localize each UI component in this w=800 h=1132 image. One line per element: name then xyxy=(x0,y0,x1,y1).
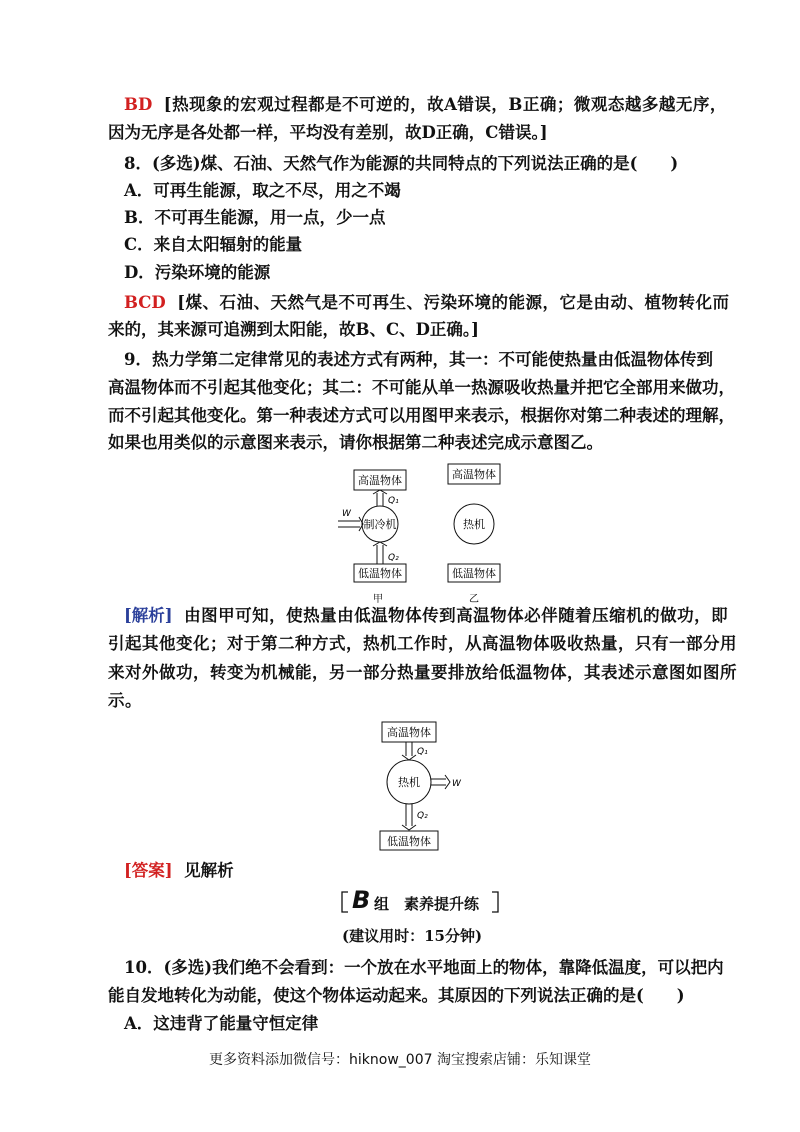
jia-q1: Q₁ xyxy=(388,496,399,506)
q9-stem-3: 而不引起其他变化。第一种表述方式可以用图甲来表示，根据你对第二种表述的理解， xyxy=(108,406,735,425)
q8-stem: 8．(多选)煤、石油、天然气作为能源的共同特点的下列说法正确的是( ) xyxy=(124,154,679,173)
q8-answer-line xyxy=(124,292,730,314)
yi-caption: 乙 xyxy=(469,594,479,605)
q10-stem-2: 能自发地转化为动能，使这个物体运动起来。其原因的下列说法正确的是( ) xyxy=(108,986,685,1005)
q10-stem-1: 10．(多选)我们绝不会看到：一个放在水平地面上的物体，靠降低温度，可以把内 xyxy=(124,958,724,977)
q7-answer: BD xyxy=(124,95,153,114)
q9-analysis-1 xyxy=(124,605,728,627)
q9-answer-text: 见解析 xyxy=(184,861,234,880)
ans-q1: Q₁ xyxy=(417,747,428,757)
q9-analysis-3: 来对外做功，转变为机械能，另一部分热量要排放给低温物体，其表述示意图如图所 xyxy=(108,663,737,682)
jia-circle-label: 制冷机 xyxy=(363,518,397,531)
q9-stem-2: 高温物体而不引起其他变化；其二：不可能从单一热源吸收热量并把它全部用来做功， xyxy=(108,378,735,397)
q9-analysis-2: 引起其他变化；对于第二种方式，热机工作时，从高温物体吸收热量，只有一部分用 xyxy=(108,634,737,653)
q8-option-b: B．不可再生能源，用一点，少一点 xyxy=(124,208,386,227)
diagram-answer xyxy=(370,718,480,856)
q9-analysis-text-1: 由图甲可知，使热量由低温物体传到高温物体必伴随着压缩机的做功，即 xyxy=(184,606,729,625)
ans-top-box-label: 高温物体 xyxy=(387,726,431,739)
ans-w: W xyxy=(452,779,461,789)
q7-explanation-1: [热现象的宏观过程都是不可逆的，故A错误，B正确；微观态越多越无序， xyxy=(163,95,727,114)
jia-w: W xyxy=(342,509,351,519)
q8-explanation-2: 来的，其来源可追溯到太阳能，故B、C、D正确。] xyxy=(108,320,479,339)
ans-circle-label: 热机 xyxy=(398,776,420,789)
diagram-jia xyxy=(330,462,510,610)
q8-option-a: A．可再生能源，取之不尽，用之不竭 xyxy=(124,181,401,200)
yi-bottom-box-label: 低温物体 xyxy=(452,567,496,580)
yi-circle-label: 热机 xyxy=(463,518,485,531)
q7-answer-line xyxy=(124,94,727,116)
jia-q2: Q₂ xyxy=(388,553,399,563)
q9-analysis-label: [解析] xyxy=(124,606,173,625)
time-hint: (建议用时：15分钟) xyxy=(342,927,483,945)
q9-answer-label: [答案] xyxy=(124,861,173,880)
q8-option-d: D．污染环境的能源 xyxy=(124,263,271,282)
q8-answer: BCD xyxy=(124,293,166,312)
q7-explanation-2: 因为无序是各处都一样，平均没有差别，故D正确，C错误。] xyxy=(108,123,548,142)
ans-bottom-box-label: 低温物体 xyxy=(387,835,431,848)
q8-explanation-1: [煤、石油、天然气是不可再生、污染环境的能源，它是由动、植物转化而 xyxy=(177,293,730,312)
q9-answer-line xyxy=(124,860,234,882)
ans-q2: Q₂ xyxy=(417,811,428,821)
q8-option-c: C．来自太阳辐射的能量 xyxy=(124,235,303,254)
section-letter: B xyxy=(352,886,371,914)
q9-analysis-4: 示。 xyxy=(108,691,142,710)
q10-option-a: A．这违背了能量守恒定律 xyxy=(124,1014,319,1033)
section-header xyxy=(340,888,500,916)
jia-top-box-label: 高温物体 xyxy=(358,474,402,487)
q9-stem-4: 如果也用类似的示意图来表示，请你根据第二种表述完成示意图乙。 xyxy=(108,433,603,452)
section-title: 组 素养提升练 xyxy=(374,895,480,913)
footer: 更多资料添加微信号：hiknow_007 淘宝搜索店铺：乐知课堂 xyxy=(209,1052,591,1068)
jia-bottom-box-label: 低温物体 xyxy=(358,567,402,580)
yi-top-box-label: 高温物体 xyxy=(452,468,496,481)
q9-stem-1: 9．热力学第二定律常见的表述方式有两种，其一：不可能使热量由低温物体传到 xyxy=(124,350,713,369)
jia-caption: 甲 xyxy=(373,594,383,605)
